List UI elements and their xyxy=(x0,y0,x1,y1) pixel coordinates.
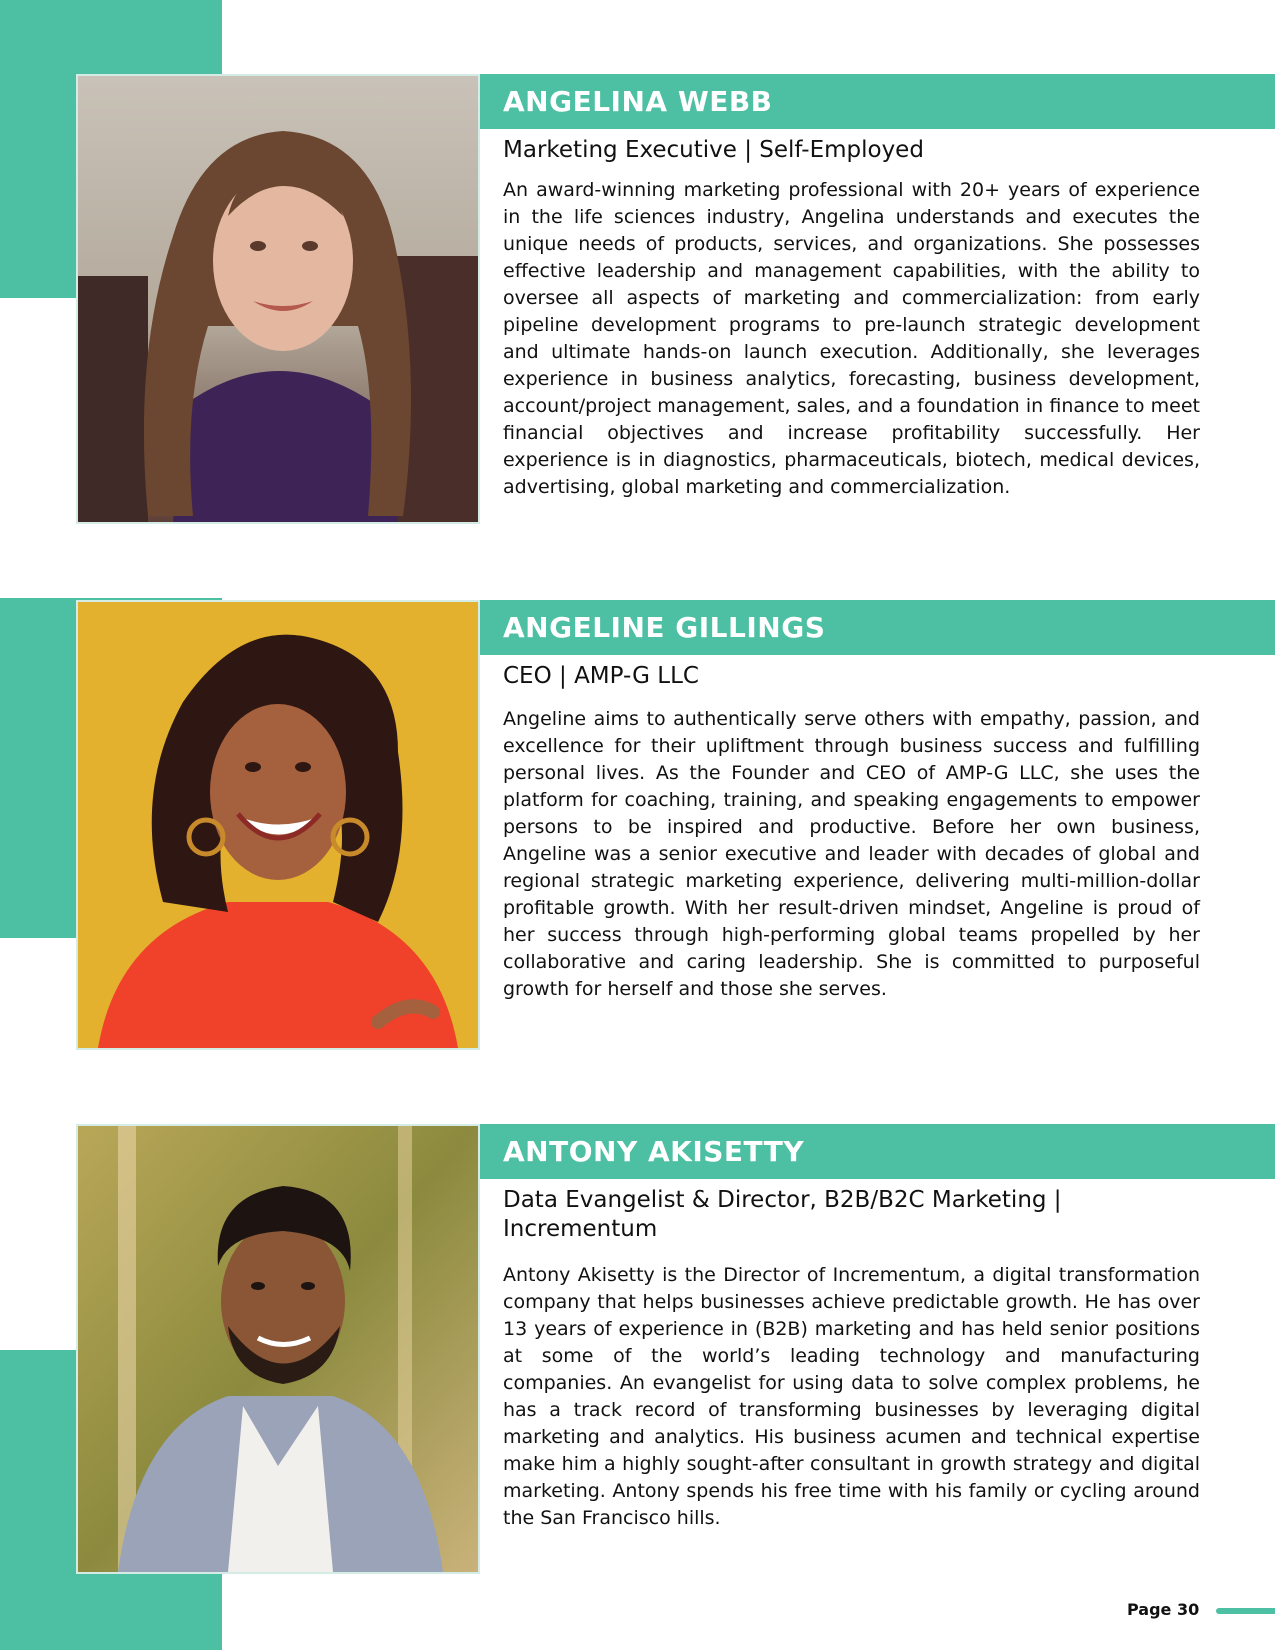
profile-angelina-webb xyxy=(0,74,1275,526)
profile-bio: Angeline aims to authentically serve others with empathy, passion, and excellence for their upliftment through business success and fulfilling personal lives. As the Founder and CEO of AMP-G LLC, she uses the platform for coaching, training, and speaking engagements to empower persons to be inspired and productive. Before her own business, Angeline was a senior executive and leader with decades of global and regional strategic marketing experience, delivering multi-million-dollar profitable growth. With her result-driven mindset, Angeline is proud of her success through high-performing global teams propelled by her collaborative and caring leadership. She is committed to purposeful growth for herself and those she serves. xyxy=(503,708,1200,1000)
profile-antony-akisetty xyxy=(0,1124,1275,1576)
profile-name: ANTONY AKISETTY xyxy=(480,1124,1275,1179)
profile-name: ANGELINE GILLINGS xyxy=(480,600,1275,655)
profile-name: ANGELINA WEBB xyxy=(480,74,1275,129)
portrait-image xyxy=(78,76,478,522)
profile-photo xyxy=(76,74,480,524)
profile-angeline-gillings xyxy=(0,600,1275,1052)
portrait-image xyxy=(78,602,478,1048)
footer-accent-line xyxy=(1216,1608,1275,1614)
profile-role: CEO | AMP-G LLC xyxy=(503,663,699,689)
profile-bio: Antony Akisetty is the Director of Incrementum, a digital transformation company that helps businesses achieve predictable growth. He has over 13 years of experience in (B2B) marketing and has held senior positions at some of the world’s leading technology and manufacturing companies. An evangelist for using data to solve complex problems, he has a track record of transforming businesses by leveraging digital marketing and analytics. His business acumen and technical expertise make him a highly sought-after consultant in growth strategy and digital marketing. Antony spends his free time with his family or cycling around the San Francisco hills. xyxy=(503,1264,1200,1529)
profile-photo xyxy=(76,1124,480,1574)
page-number: Page 30 xyxy=(1127,1600,1200,1619)
profile-role: Marketing Executive | Self-Employed xyxy=(503,137,924,163)
profile-photo xyxy=(76,600,480,1050)
portrait-image xyxy=(78,1126,478,1572)
profile-role: Data Evangelist & Director, B2B/B2C Marketing | Incrementum xyxy=(503,1187,1062,1242)
profile-bio: An award-winning marketing professional with 20+ years of experience in the life sciences industry, Angelina understands and executes the unique needs of products, services, and organizations. She possesses effective leadership and management capabilities, with the ability to oversee all aspects of marketing and commercialization: from early pipeline development programs to pre-launch strategic development and ultimate hands-on launch execution. Additionally, she leverages experience in business analytics, forecasting, business development, account/project management, sales, and a foundation in finance to meet financial objectives and increase profitability successfully. Her experience is in diagnostics, pharmaceuticals, biotech, medical devices, advertising, global marketing and commercialization. xyxy=(503,179,1200,498)
